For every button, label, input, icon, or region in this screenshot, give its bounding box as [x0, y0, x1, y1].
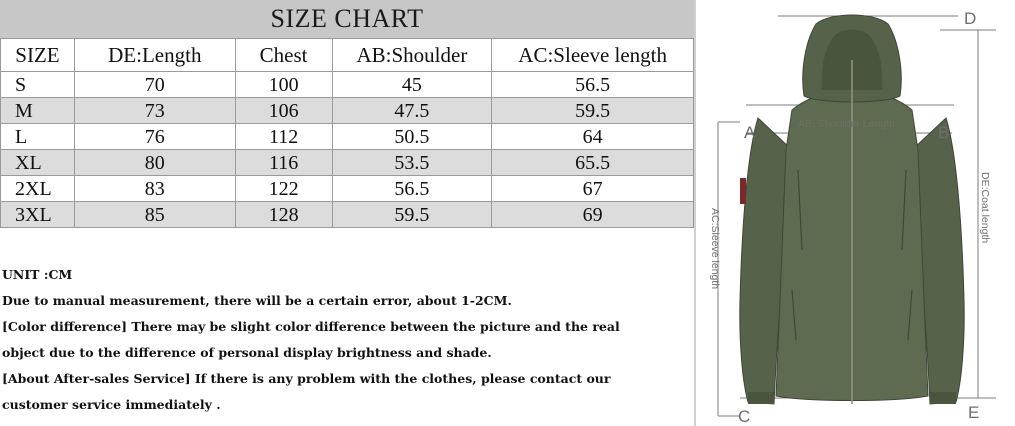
cell-length: 73	[74, 98, 235, 124]
cell-shoulder: 50.5	[332, 124, 492, 150]
cell-chest: 116	[235, 150, 332, 176]
cell-chest: 112	[235, 124, 332, 150]
table-row	[1, 150, 694, 176]
cell-shoulder: 45	[332, 72, 492, 98]
coat-length-label: DE:Coat length	[979, 172, 991, 244]
header-length: DE:Length	[74, 39, 235, 72]
cell-length: 76	[74, 124, 235, 150]
cell-chest: 122	[235, 176, 332, 202]
notes-block	[2, 262, 692, 418]
unit-note: UNIT :CM	[2, 267, 73, 282]
right-cuff	[930, 392, 956, 404]
cell-size: XL	[1, 150, 75, 176]
measurement-note: Due to manual measurement, there will be a certain error, about 1-2CM.	[2, 293, 512, 308]
table-row	[1, 176, 694, 202]
cell-shoulder: 59.5	[332, 202, 492, 228]
cell-chest: 128	[235, 202, 332, 228]
after-sales-note: [About After-sales Service] If there is any problem with the clothes, please contact our	[2, 371, 611, 386]
point-d-label: D	[964, 9, 977, 28]
cell-sleeve: 65.5	[492, 150, 694, 176]
point-a-label: A	[744, 123, 756, 142]
header-sleeve-length: AC:Sleeve length	[492, 39, 694, 72]
cell-shoulder: 47.5	[332, 98, 492, 124]
jacket-illustration	[740, 15, 964, 404]
point-e-label: E	[968, 403, 980, 422]
cell-sleeve: 67	[492, 176, 694, 202]
cell-size: 2XL	[1, 176, 75, 202]
cell-chest: 106	[235, 98, 332, 124]
size-table	[0, 38, 694, 228]
table-header-row	[1, 39, 694, 72]
cell-size: L	[1, 124, 75, 150]
chart-title: SIZE CHART	[0, 0, 694, 38]
cell-length: 80	[74, 150, 235, 176]
color-difference-note-cont: object due to the difference of personal display brightness and shade.	[2, 345, 492, 360]
header-shoulder: AB:Shoulder	[332, 39, 492, 72]
cell-chest: 100	[235, 72, 332, 98]
point-b-label: B	[938, 123, 950, 142]
cell-size: 3XL	[1, 202, 75, 228]
cell-shoulder: 56.5	[332, 176, 492, 202]
after-sales-note-cont: customer service immediately .	[2, 397, 221, 412]
table-row	[1, 72, 694, 98]
color-difference-note: [Color difference] There may be slight color difference between the picture and the real	[2, 319, 620, 334]
cell-shoulder: 53.5	[332, 150, 492, 176]
cell-length: 70	[74, 72, 235, 98]
sleeve-flag-patch	[740, 178, 746, 204]
left-cuff	[748, 392, 774, 404]
shoulder-length-label: AB: Shoulder Length	[798, 118, 895, 130]
table-row	[1, 98, 694, 124]
table-row	[1, 124, 694, 150]
header-size: SIZE	[1, 39, 75, 72]
cell-size: M	[1, 98, 75, 124]
cell-length: 85	[74, 202, 235, 228]
cell-sleeve: 69	[492, 202, 694, 228]
cell-sleeve: 64	[492, 124, 694, 150]
cell-length: 83	[74, 176, 235, 202]
cell-sleeve: 59.5	[492, 98, 694, 124]
header-chest: Chest	[235, 39, 332, 72]
cell-size: S	[1, 72, 75, 98]
jacket-diagram-svg	[696, 0, 1015, 426]
cell-sleeve: 56.5	[492, 72, 694, 98]
point-c-label: C	[738, 407, 751, 426]
jacket-measurement-diagram	[696, 0, 1015, 426]
table-row	[1, 202, 694, 228]
sleeve-length-label: AC:Sleeve length	[709, 208, 721, 290]
